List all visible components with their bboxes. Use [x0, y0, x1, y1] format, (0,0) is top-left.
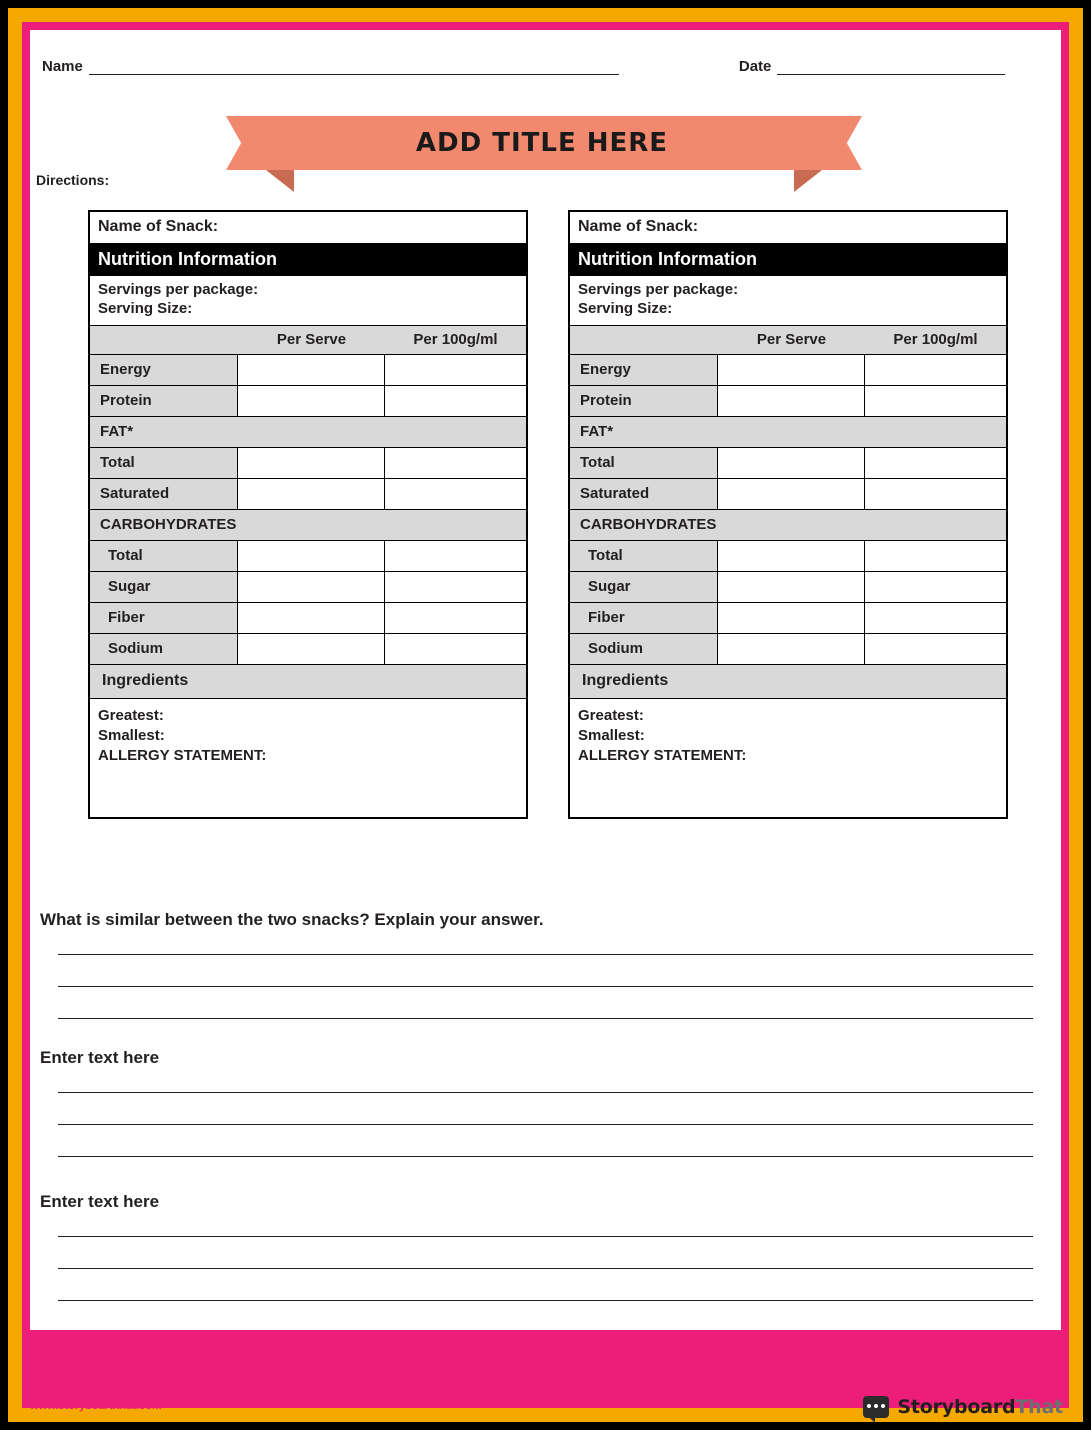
name-label: Name — [42, 58, 83, 75]
ingredients-notes-2[interactable] — [570, 699, 1006, 817]
cell-carb-total-per-serve-2[interactable] — [718, 541, 865, 571]
cell-carb-total-per-100-2[interactable] — [865, 541, 1006, 571]
cell-energy-per-100-1[interactable] — [385, 355, 526, 385]
row-label-sugar-2: Sugar — [570, 572, 718, 602]
column-headers-1 — [90, 326, 526, 355]
cell-fiber-per-serve-2[interactable] — [718, 603, 865, 633]
title-banner[interactable] — [30, 98, 1061, 170]
cell-sodium-per-serve-2[interactable] — [718, 634, 865, 664]
table-row — [570, 386, 1006, 417]
nutrition-card-1 — [88, 210, 528, 819]
table-row — [90, 355, 526, 386]
answer-line[interactable] — [58, 1092, 1033, 1093]
cell-energy-per-serve-1[interactable] — [238, 355, 385, 385]
table-row — [570, 603, 1006, 634]
banner-tail-right — [822, 116, 862, 170]
cell-sugar-per-serve-1[interactable] — [238, 572, 385, 602]
answer-line[interactable] — [58, 1236, 1033, 1237]
answer-line[interactable] — [58, 954, 1033, 955]
cell-fat-total-per-100-2[interactable] — [865, 448, 1006, 478]
directions-label: Directions: — [36, 172, 110, 188]
row-label-saturated-2: Saturated — [570, 479, 718, 509]
table-row — [90, 634, 526, 665]
table-row — [570, 479, 1006, 510]
nutrition-cards — [88, 210, 1008, 819]
question-prompt-2[interactable]: Enter text here — [40, 1048, 160, 1067]
cell-sodium-per-100-1[interactable] — [385, 634, 526, 664]
cell-saturated-per-100-1[interactable] — [385, 479, 526, 509]
column-header-per-serve-2: Per Serve — [756, 330, 827, 348]
table-row — [570, 634, 1006, 665]
allergy-statement-label-2: ALLERGY STATEMENT: — [578, 747, 747, 764]
cell-carb-total-per-serve-1[interactable] — [238, 541, 385, 571]
section-header-carbohydrates-2: CARBOHYDRATES — [570, 510, 1006, 541]
cell-energy-per-serve-2[interactable] — [718, 355, 865, 385]
table-row — [90, 448, 526, 479]
date-label: Date — [738, 58, 772, 75]
answer-line[interactable] — [58, 1124, 1033, 1125]
servings-block-1[interactable] — [90, 276, 526, 326]
snack-name-label-1[interactable]: Name of Snack: — [90, 212, 526, 244]
banner-fold-right — [794, 170, 822, 192]
cell-protein-per-serve-2[interactable] — [718, 386, 865, 416]
table-row — [570, 355, 1006, 386]
table-row — [90, 541, 526, 572]
smallest-label-1: Smallest: — [98, 726, 165, 744]
serving-size-2: Serving Size: — [578, 299, 673, 317]
table-row — [90, 572, 526, 603]
ingredients-header-2: Ingredients — [570, 665, 1006, 699]
row-label-sodium-2: Sodium — [570, 634, 718, 664]
cell-sugar-per-100-2[interactable] — [865, 572, 1006, 602]
allergy-statement-label-1: ALLERGY STATEMENT: — [98, 747, 267, 764]
cell-sugar-per-serve-2[interactable] — [718, 572, 865, 602]
column-header-blank-2 — [570, 326, 718, 354]
answer-line[interactable] — [58, 986, 1033, 987]
brand-primary: Storyboard — [897, 1396, 1016, 1418]
table-row — [570, 572, 1006, 603]
greatest-label-1: Greatest: — [98, 706, 164, 724]
row-label-sugar-1: Sugar — [90, 572, 238, 602]
speech-bubble-icon — [863, 1396, 889, 1418]
row-label-fiber-1: Fiber — [90, 603, 238, 633]
cell-saturated-per-serve-1[interactable] — [238, 479, 385, 509]
brand-text — [897, 1396, 1063, 1418]
answer-line[interactable] — [58, 1018, 1033, 1019]
column-headers-2 — [570, 326, 1006, 355]
serving-size-1: Serving Size: — [98, 299, 193, 317]
servings-per-package-1: Servings per package: — [98, 281, 259, 298]
cell-sodium-per-serve-1[interactable] — [238, 634, 385, 664]
cell-saturated-per-100-2[interactable] — [865, 479, 1006, 509]
table-row — [90, 603, 526, 634]
row-label-sodium-1: Sodium — [90, 634, 238, 664]
nutrition-card-2 — [568, 210, 1008, 819]
date-input-line[interactable] — [777, 59, 1005, 75]
column-header-per-100-2: Per 100g/ml — [893, 330, 978, 348]
section-header-carbohydrates-1: CARBOHYDRATES — [90, 510, 526, 541]
row-label-energy-1: Energy — [90, 355, 238, 385]
table-row — [90, 479, 526, 510]
column-header-blank-1 — [90, 326, 238, 354]
question-prompt-1[interactable]: What is similar between the two snacks? Explain your answer. — [40, 910, 544, 929]
cell-fiber-per-serve-1[interactable] — [238, 603, 385, 633]
ingredients-header-1: Ingredients — [90, 665, 526, 699]
cell-saturated-per-serve-2[interactable] — [718, 479, 865, 509]
nutrition-information-header-2: Nutrition Information — [570, 244, 1006, 276]
row-label-fiber-2: Fiber — [570, 603, 718, 633]
cell-protein-per-100-1[interactable] — [385, 386, 526, 416]
row-label-fat-total-2: Total — [570, 448, 718, 478]
row-label-fat-total-1: Total — [90, 448, 238, 478]
cell-fat-total-per-serve-2[interactable] — [718, 448, 865, 478]
section-header-fat-2: FAT* — [570, 417, 1006, 448]
row-label-protein-1: Protein — [90, 386, 238, 416]
banner-tail-left — [226, 116, 266, 170]
row-label-protein-2: Protein — [570, 386, 718, 416]
row-label-energy-2: Energy — [570, 355, 718, 385]
brand-secondary: That — [1015, 1396, 1063, 1418]
cell-energy-per-100-2[interactable] — [865, 355, 1006, 385]
answer-line[interactable] — [58, 1300, 1033, 1301]
cell-sodium-per-100-2[interactable] — [865, 634, 1006, 664]
page-title: ADD TITLE HERE — [415, 128, 669, 158]
table-row — [570, 448, 1006, 479]
greatest-label-2: Greatest: — [578, 706, 644, 724]
cell-fat-total-per-100-1[interactable] — [385, 448, 526, 478]
table-row — [570, 541, 1006, 572]
row-label-saturated-1: Saturated — [90, 479, 238, 509]
row-label-carb-total-1: Total — [90, 541, 238, 571]
snack-name-label-2[interactable]: Name of Snack: — [570, 212, 1006, 244]
question-prompt-3[interactable]: Enter text here — [40, 1192, 160, 1211]
worksheet-sheet — [30, 30, 1061, 1330]
ingredients-notes-1[interactable] — [90, 699, 526, 817]
smallest-label-2: Smallest: — [578, 726, 645, 744]
cell-fiber-per-100-1[interactable] — [385, 603, 526, 633]
cell-protein-per-serve-1[interactable] — [238, 386, 385, 416]
cell-fiber-per-100-2[interactable] — [865, 603, 1006, 633]
banner-fold-left — [266, 170, 294, 192]
column-header-per-100-1: Per 100g/ml — [413, 330, 498, 348]
cell-sugar-per-100-1[interactable] — [385, 572, 526, 602]
cell-protein-per-100-2[interactable] — [865, 386, 1006, 416]
nutrition-information-header-1: Nutrition Information — [90, 244, 526, 276]
name-date-row — [42, 58, 1049, 75]
name-input-line[interactable] — [89, 59, 619, 75]
banner-body[interactable] — [262, 116, 822, 170]
table-row — [90, 386, 526, 417]
answer-line[interactable] — [58, 1156, 1033, 1157]
column-header-per-serve-1: Per Serve — [276, 330, 347, 348]
row-label-carb-total-2: Total — [570, 541, 718, 571]
answer-line[interactable] — [58, 1268, 1033, 1269]
cell-fat-total-per-serve-1[interactable] — [238, 448, 385, 478]
brand-logo[interactable] — [863, 1396, 1063, 1418]
servings-per-package-2: Servings per package: — [578, 281, 739, 298]
section-header-fat-1: FAT* — [90, 417, 526, 448]
servings-block-2[interactable] — [570, 276, 1006, 326]
footer-url[interactable]: www.storyboardthat.com — [30, 1400, 162, 1412]
cell-carb-total-per-100-1[interactable] — [385, 541, 526, 571]
